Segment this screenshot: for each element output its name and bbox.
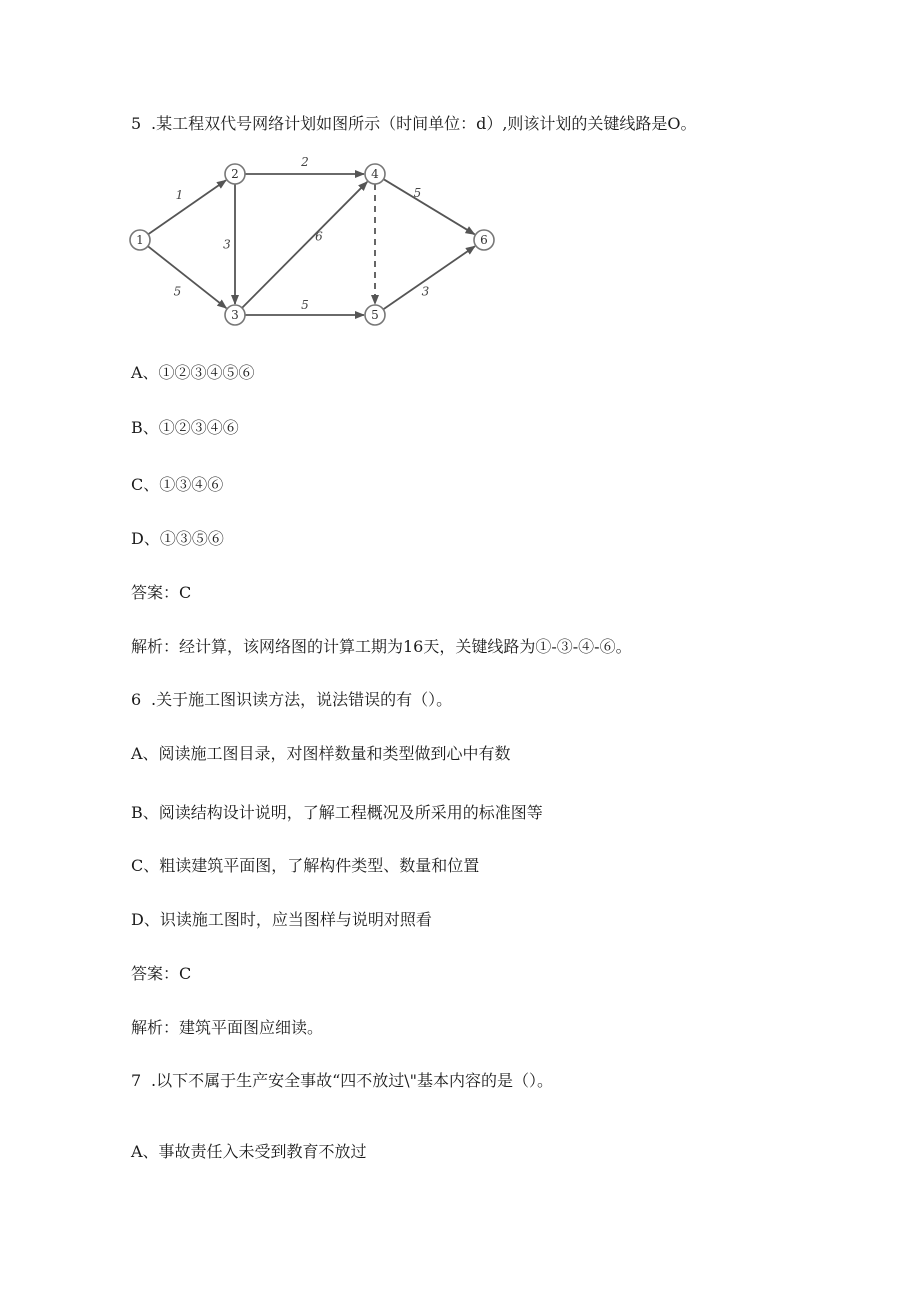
activity-arrow-3-4: [242, 182, 367, 308]
activity-duration-2-4: 2: [301, 156, 309, 169]
q5-analysis: 解析：经计算，该网络图的计算工期为16天，关键线路为①-③-④-⑥。: [131, 637, 632, 656]
question-text: .关于施工图识读方法，说法错误的有（）。: [151, 690, 453, 709]
event-node-label: 4: [371, 167, 379, 181]
activity-duration-4-6: 5: [413, 186, 422, 200]
q6-analysis: 解析：建筑平面图应细读。: [131, 1018, 324, 1037]
activity-duration-2-3: 3: [223, 237, 231, 252]
q6-option-d: D、识读施工图时，应当图样与说明对照看: [131, 910, 432, 929]
event-node-label: 2: [231, 167, 239, 181]
activity-arrow-5-6: [383, 246, 475, 309]
question-number: 6: [131, 690, 142, 709]
question-text: .某工程双代号网络计划如图所示（时间单位：d）,则该计划的关键线路是O。: [151, 114, 697, 133]
event-node-label: 6: [480, 233, 488, 247]
q6-option-b: B、阅读结构设计说明，了解工程概况及所采用的标准图等: [131, 803, 543, 822]
activity-duration-3-5: 5: [301, 298, 309, 312]
event-node-6: [474, 230, 494, 250]
network-diagram: [124, 156, 500, 332]
question-number: 5: [131, 114, 142, 133]
event-node-3: [225, 305, 245, 325]
activity-arrow-1-2: [148, 180, 226, 234]
q5-option-c: C、①③④⑥: [131, 475, 224, 494]
activity-duration-5-6: 3: [421, 284, 430, 299]
event-node-label: 5: [371, 308, 379, 322]
q7-option-a: A、事故责任入未受到教育不放过: [131, 1142, 367, 1161]
q6-stem: [131, 690, 452, 710]
event-node-5: [365, 305, 385, 325]
q6-answer: 答案：C: [131, 964, 192, 983]
q6-option-a: A、阅读施工图目录，对图样数量和类型做到心中有数: [131, 744, 511, 763]
event-node-1: [130, 230, 150, 250]
activity-duration-1-2: 1: [175, 188, 184, 202]
q5-stem: [131, 114, 697, 134]
question-text: .以下不属于生产安全事故“四不放过\"基本内容的是（）。: [151, 1071, 554, 1090]
q5-option-a: A、①②③④⑤⑥: [131, 363, 255, 382]
q5-answer: 答案：C: [131, 583, 192, 602]
q5-option-d: D、①③⑤⑥: [131, 529, 224, 548]
activity-arrow-1-3: [148, 246, 227, 308]
activity-duration-3-4: 6: [315, 229, 323, 244]
q5-option-b: B、①②③④⑥: [131, 418, 239, 437]
event-node-4: [365, 164, 385, 184]
q7-stem: [131, 1071, 553, 1091]
event-node-label: 1: [136, 233, 144, 247]
activity-duration-1-3: 5: [173, 284, 182, 299]
activity-arrow-4-6: [384, 179, 475, 234]
event-node-2: [225, 164, 245, 184]
event-node-label: 3: [231, 308, 239, 322]
question-number: 7: [131, 1071, 142, 1090]
q6-option-c: C、粗读建筑平面图，了解构件类型、数量和位置: [131, 856, 480, 875]
